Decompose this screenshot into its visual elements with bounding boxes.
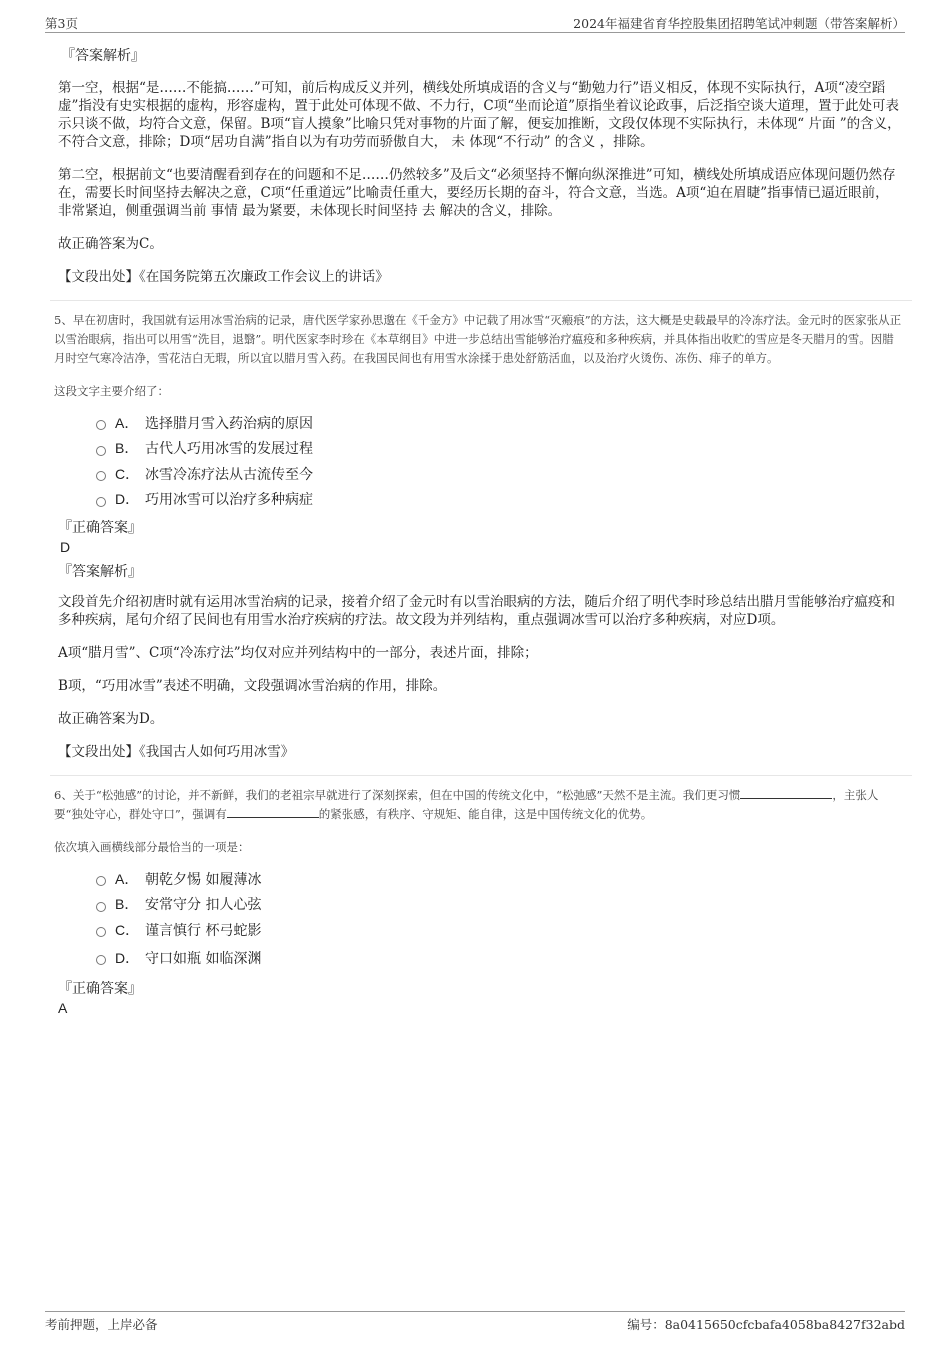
q5-options xyxy=(96,410,902,512)
q5-conclusion: 故正确答案为D。 xyxy=(58,711,164,727)
q5-analysis-3: B项，“巧用冰雪”表述不明确，文段强调冰雪治病的作用，排除。 xyxy=(58,678,447,694)
q6-option-b[interactable]: B． 安常守分 扣人心弦 xyxy=(96,892,902,918)
q5-answer: D xyxy=(60,539,71,555)
prev-conclusion: 故正确答案为C。 xyxy=(58,236,163,252)
q6-answer: A xyxy=(58,999,68,1016)
q5-option-a[interactable]: A． 选择腊月雪入药治病的原因 xyxy=(96,410,902,436)
prev-analysis-p1: 第一空，根据“是……不能搞……”可知，前后构成反义并列，横线处所填成语的含义与“勤勉力行”语义相反，体现不实际执行，A项“凌空蹈虚”指没有史实根据的虚构，形容虚构，置于此处可体现不做、不力行，C项“坐而论道”原指坐着议论政事，后泛指空谈大道理，置于此处可表示只谈不做，均符合文意，保留。B项“盲人摸象”比喻只凭对事物的片面了解，便妄加推断，文段仅体现不实际执行，未体现“ 片面 ”的含义，不符合文意，排除；D项“居功自满”指自以为有功劳而骄傲自大， 未 体现“不行动” 的含义 ，排除。 xyxy=(58,80,901,150)
prev-analysis-p2: 第二空，根据前文“也要清醒看到存在的问题和不足……仍然较多”及后文“必须坚持不懈向纵深推进”可知，横线处所填成语应体现问题仍然存在，需要长时间坚持去解决之意，C项“任重道远”比喻责任重大，要经历长期的奋斗，符合文意，当选。A项“迫在眉睫”指事情已逼近眼前，非常紧迫，侧重强调当前 事情 最为紧要，未体现长时间坚持 去 解决的含义，排除。 xyxy=(58,167,896,219)
q6-text: 6、关于“松弛感”的讨论，并不新鲜，我们的老祖宗早就进行了深刻探索，但在中国的传统文化中，“松弛感”天然不是主流。我们更习惯 ，主张人要“独处守心，群处守口”，强调有 的紧张感，有秩序、守规矩、能自律，这是中国传统文化的优势。 xyxy=(54,788,879,821)
q5-answer-label: 『正确答案』 xyxy=(58,520,142,536)
document-id: 编号：8a0415650cfcbafa4058ba8427f32abd xyxy=(627,1317,905,1332)
radio-icon[interactable] xyxy=(96,420,106,430)
q5-analysis-1: 文段首先介绍初唐时就有运用冰雪治病的记录，接着介绍了金元时有以雪治眼病的方法，随后介绍了明代李时珍总结出腊月雪能够治疗瘟疫和多种疾病，尾句介绍了民间也有用雪水治疗疾病的疗法。故文段为并列结构，重点强调冰雪可以治疗多种疾病，对应D项。 xyxy=(58,594,895,628)
q6-options xyxy=(96,866,902,973)
document-title: 2024年福建省育华控股集团招聘笔试冲刺题（带答案解析） xyxy=(573,16,905,31)
q6-answer-label: 『正确答案』 xyxy=(58,980,142,997)
q6-option-a[interactable]: A． 朝乾夕惕 如履薄冰 xyxy=(96,866,902,892)
radio-icon[interactable] xyxy=(96,902,106,912)
radio-icon[interactable] xyxy=(96,876,106,886)
radio-icon[interactable] xyxy=(96,955,106,965)
q6-prompt: 依次填入画横线部分最恰当的一项是： xyxy=(54,840,250,854)
fill-blank-1 xyxy=(740,786,832,799)
q5-analysis-2: A项“腊月雪”、C项“冷冻疗法”均仅对应并列结构中的一部分，表述片面，排除； xyxy=(58,645,538,661)
fill-blank-2 xyxy=(227,805,319,818)
q5-analysis-label: 『答案解析』 xyxy=(58,564,142,580)
q6-option-c[interactable]: C． 谨言慎行 杯弓蛇影 xyxy=(96,917,902,943)
q5-source: 【文段出处】《我国古人如何巧用冰雪》 xyxy=(58,744,295,760)
q6-option-d[interactable]: D． 守口如瓶 如临深渊 xyxy=(96,943,902,973)
q5-prompt: 这段文字主要介绍了： xyxy=(54,384,169,398)
footer-slogan: 考前押题，上岸必备 xyxy=(45,1317,158,1332)
radio-icon[interactable] xyxy=(96,471,106,481)
q5-option-c[interactable]: C． 冰雪冷冻疗法从古流传至今 xyxy=(96,461,902,487)
q5-option-b[interactable]: B． 古代人巧用冰雪的发展过程 xyxy=(96,436,902,462)
radio-icon[interactable] xyxy=(96,927,106,937)
divider xyxy=(50,300,912,301)
divider xyxy=(50,775,912,776)
page-footer xyxy=(45,1311,905,1332)
page-header xyxy=(45,14,905,33)
page-number: 第3页 xyxy=(45,16,78,31)
prev-analysis-label: 『答案解析』 xyxy=(61,48,145,64)
prev-source: 【文段出处】《在国务院第五次廉政工作会议上的讲话》 xyxy=(58,269,389,285)
q5-option-d[interactable]: D． 巧用冰雪可以治疗多种病症 xyxy=(96,487,902,513)
page-content xyxy=(54,46,902,1023)
radio-icon[interactable] xyxy=(96,497,106,507)
q5-text: 5、早在初唐时，我国就有运用冰雪治病的记录，唐代医学家孙思邈在《千金方》中记载了用冰雪“灭瘢痕”的方法，这大概是史载最早的冷冻疗法。金元时的医家张从正以雪治眼病，指出可以用雪“洗目，退翳”。明代医家李时珍在《本草纲目》中进一步总结出雪能够治疗瘟疫和多种疾病，并具体指出收贮的雪应是冬天腊月的雪。因腊月时空气寒冷洁净，雪花洁白无瑕，所以宜以腊月雪入药。在我国民间也有用雪水涂揉于患处舒筋活血，以及治疗火烫伤、冻伤、痱子的单方。 xyxy=(54,313,902,365)
radio-icon[interactable] xyxy=(96,446,106,456)
